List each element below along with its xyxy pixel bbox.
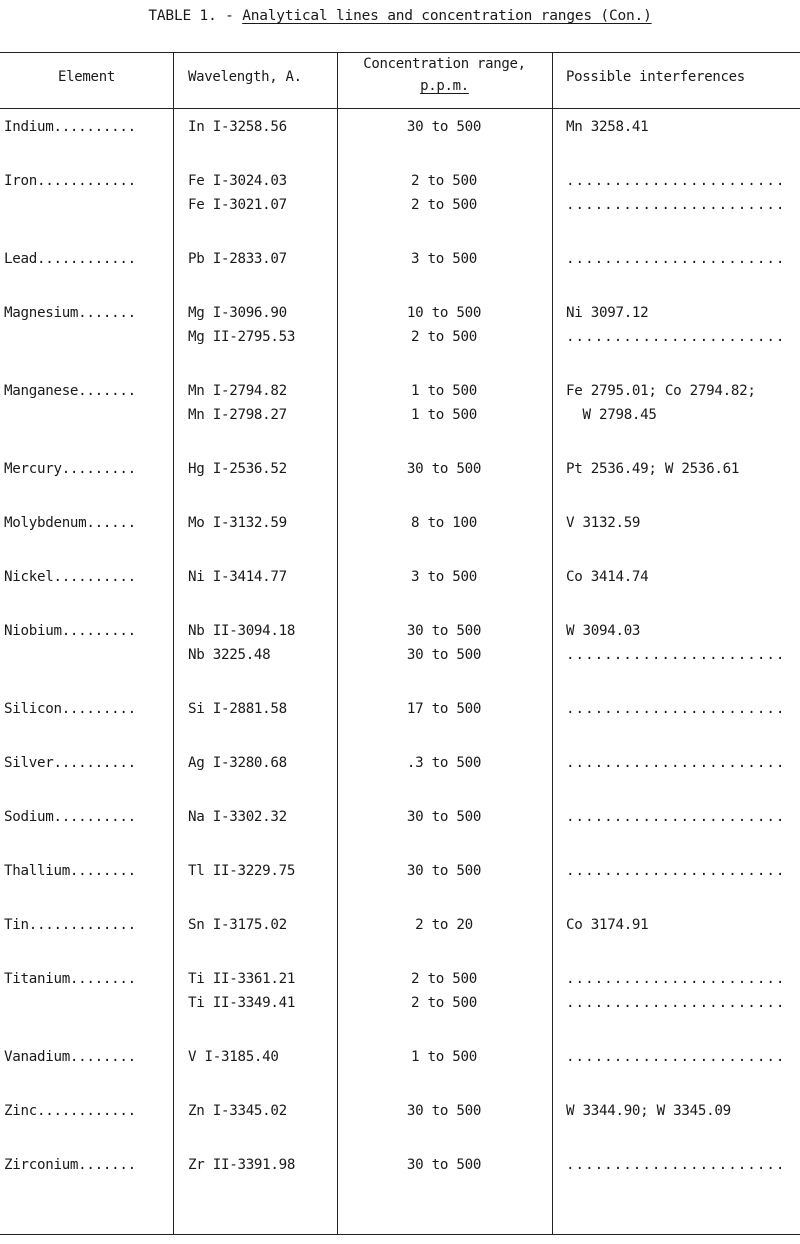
interference-value: W 3344.90; W 3345.09	[566, 1103, 731, 1119]
interference-cell	[566, 511, 800, 535]
wavelength-cell	[188, 1045, 279, 1069]
interference-value: Co 3414.74	[566, 569, 649, 585]
table-title	[0, 8, 800, 24]
wavelength-cell	[188, 247, 287, 271]
header-concentration-line2: p.p.m.	[420, 78, 469, 94]
interference-cell	[566, 859, 800, 883]
wavelength-value: Pb I-2833.07	[188, 251, 287, 267]
element-name: Lead............	[4, 251, 136, 267]
wavelength-cell	[188, 805, 287, 829]
interference-cell	[566, 751, 800, 775]
interference-cell	[566, 247, 800, 271]
element-name: Silver..........	[4, 755, 136, 771]
column-divider	[173, 53, 174, 1234]
wavelength-value: In I-3258.56	[188, 119, 287, 135]
concentration-value: 30 to 500	[406, 119, 482, 135]
concentration-value: 10 to 500	[406, 305, 482, 321]
wavelength-cell	[188, 457, 287, 481]
concentration-value: 3 to 500	[411, 251, 477, 267]
wavelength-value: Mg II-2795.53	[188, 329, 296, 345]
interference-value: V 3132.59	[566, 515, 641, 531]
interference-cell	[566, 565, 800, 589]
wavelength-value: Tl II-3229.75	[188, 863, 296, 879]
concentration-cell	[340, 457, 548, 481]
interference-cell	[566, 1153, 800, 1177]
element-name: Molybdenum......	[4, 515, 136, 531]
element-name: Thallium........	[4, 863, 136, 879]
wavelength-cell	[188, 169, 287, 217]
concentration-cell	[340, 619, 548, 667]
wavelength-cell	[188, 511, 287, 535]
interference-cell	[566, 913, 800, 937]
header-divider	[0, 108, 800, 109]
element-name: Zinc............	[4, 1103, 136, 1119]
element-name: Nickel..........	[4, 569, 136, 585]
concentration-value: .3 to 500	[406, 755, 482, 771]
interference-value: .......................	[566, 173, 786, 189]
concentration-cell	[340, 379, 548, 427]
wavelength-cell	[188, 379, 287, 427]
interference-value: .......................	[566, 197, 786, 213]
concentration-cell	[340, 1099, 548, 1123]
wavelength-cell	[188, 115, 287, 139]
interference-value: .......................	[566, 755, 786, 771]
interference-cell	[566, 301, 800, 349]
interference-value: Fe 2795.01; Co 2794.82;	[566, 383, 756, 399]
wavelength-value: Sn I-3175.02	[188, 917, 287, 933]
concentration-value: 2 to 500	[411, 173, 477, 189]
interference-value: .......................	[566, 701, 786, 717]
element-name: Titanium........	[4, 971, 136, 987]
interference-value: .......................	[566, 647, 786, 663]
interference-value: Pt 2536.49; W 2536.61	[566, 461, 740, 477]
wavelength-cell	[188, 859, 295, 883]
interference-value: Co 3174.91	[566, 917, 649, 933]
header-element: Element	[58, 69, 115, 85]
concentration-cell	[340, 301, 548, 349]
concentration-value: 8 to 100	[411, 515, 477, 531]
concentration-value: 30 to 500	[406, 623, 482, 639]
interference-cell	[566, 619, 800, 667]
wavelength-value: Fe I-3024.03	[188, 173, 287, 189]
concentration-cell	[340, 859, 548, 883]
interference-cell	[566, 115, 800, 139]
interference-value: .......................	[566, 251, 786, 267]
interference-cell	[566, 697, 800, 721]
interference-cell	[566, 1099, 800, 1123]
header-wavelength: Wavelength, A.	[188, 69, 302, 85]
interference-value: .......................	[566, 809, 786, 825]
interference-cell	[566, 967, 800, 1015]
interference-value: Ni 3097.12	[566, 305, 649, 321]
element-name: Magnesium.......	[4, 305, 136, 321]
wavelength-value: Ti II-3361.21	[188, 971, 296, 987]
concentration-value: 30 to 500	[406, 1157, 482, 1173]
element-name: Manganese.......	[4, 383, 136, 399]
element-name: Niobium.........	[4, 623, 136, 639]
concentration-cell	[340, 967, 548, 1015]
wavelength-cell	[188, 1153, 295, 1177]
table-title-prefix: TABLE 1. -	[148, 8, 243, 24]
concentration-value: 1 to 500	[411, 407, 477, 423]
concentration-value: 1 to 500	[411, 1049, 477, 1065]
wavelength-value: Fe I-3021.07	[188, 197, 287, 213]
wavelength-value: Nb II-3094.18	[188, 623, 296, 639]
wavelength-cell	[188, 565, 287, 589]
interference-value: .......................	[566, 995, 786, 1011]
wavelength-value: Mn I-2798.27	[188, 407, 287, 423]
element-name: Vanadium........	[4, 1049, 136, 1065]
interference-value: Mn 3258.41	[566, 119, 649, 135]
wavelength-value: Hg I-2536.52	[188, 461, 287, 477]
wavelength-value: Mo I-3132.59	[188, 515, 287, 531]
concentration-value: 30 to 500	[406, 809, 482, 825]
element-name: Iron............	[4, 173, 136, 189]
concentration-value: 2 to 500	[411, 329, 477, 345]
wavelength-cell	[188, 913, 287, 937]
interference-value: .......................	[566, 971, 786, 987]
element-name: Mercury.........	[4, 461, 136, 477]
concentration-cell	[340, 1153, 548, 1177]
interference-value: W 3094.03	[566, 623, 641, 639]
wavelength-value: Na I-3302.32	[188, 809, 287, 825]
interference-cell	[566, 379, 800, 427]
wavelength-value: Zr II-3391.98	[188, 1157, 296, 1173]
wavelength-value: Ti II-3349.41	[188, 995, 296, 1011]
concentration-cell	[340, 511, 548, 535]
header-concentration-line1: Concentration range,	[363, 56, 526, 72]
wavelength-cell	[188, 1099, 287, 1123]
interference-value: .......................	[566, 329, 786, 345]
column-divider	[337, 53, 338, 1234]
interference-value: .......................	[566, 863, 786, 879]
wavelength-cell	[188, 619, 295, 667]
concentration-value: 2 to 500	[411, 995, 477, 1011]
wavelength-cell	[188, 751, 287, 775]
concentration-value: 30 to 500	[406, 461, 482, 477]
concentration-cell	[340, 805, 548, 829]
wavelength-value: Nb 3225.48	[188, 647, 271, 663]
wavelength-cell	[188, 967, 295, 1015]
header-concentration	[337, 56, 552, 72]
interference-value: .......................	[566, 1157, 786, 1173]
wavelength-cell	[188, 301, 295, 349]
concentration-cell	[340, 565, 548, 589]
concentration-cell	[340, 115, 548, 139]
wavelength-cell	[188, 697, 287, 721]
concentration-value: 2 to 20	[415, 917, 473, 933]
concentration-value: 30 to 500	[406, 647, 482, 663]
header-concentration-unit	[337, 78, 552, 94]
element-name: Zirconium.......	[4, 1157, 136, 1173]
concentration-cell	[340, 697, 548, 721]
interference-cell	[566, 1045, 800, 1069]
column-divider	[552, 53, 553, 1234]
interference-cell	[566, 805, 800, 829]
concentration-cell	[340, 913, 548, 937]
concentration-value: 17 to 500	[406, 701, 482, 717]
wavelength-value: Ag I-3280.68	[188, 755, 287, 771]
header-interferences: Possible interferences	[566, 69, 745, 85]
interference-cell	[566, 457, 800, 481]
wavelength-value: Zn I-3345.02	[188, 1103, 287, 1119]
interference-value: W 2798.45	[566, 407, 657, 423]
wavelength-value: Mn I-2794.82	[188, 383, 287, 399]
concentration-cell	[340, 1045, 548, 1069]
concentration-cell	[340, 751, 548, 775]
concentration-cell	[340, 169, 548, 217]
element-name: Indium..........	[4, 119, 136, 135]
concentration-value: 3 to 500	[411, 569, 477, 585]
concentration-value: 2 to 500	[411, 971, 477, 987]
concentration-value: 2 to 500	[411, 197, 477, 213]
wavelength-value: V I-3185.40	[188, 1049, 279, 1065]
table-title-caption: Analytical lines and concentration ranges (Con.)	[242, 8, 652, 24]
element-name: Tin.............	[4, 917, 136, 933]
element-name: Sodium..........	[4, 809, 136, 825]
element-name: Silicon.........	[4, 701, 136, 717]
interference-cell	[566, 169, 800, 217]
analytical-lines-table	[0, 52, 800, 1235]
concentration-value: 30 to 500	[406, 863, 482, 879]
wavelength-value: Ni I-3414.77	[188, 569, 287, 585]
concentration-value: 1 to 500	[411, 383, 477, 399]
interference-value: .......................	[566, 1049, 786, 1065]
wavelength-value: Mg I-3096.90	[188, 305, 287, 321]
concentration-cell	[340, 247, 548, 271]
wavelength-value: Si I-2881.58	[188, 701, 287, 717]
concentration-value: 30 to 500	[406, 1103, 482, 1119]
